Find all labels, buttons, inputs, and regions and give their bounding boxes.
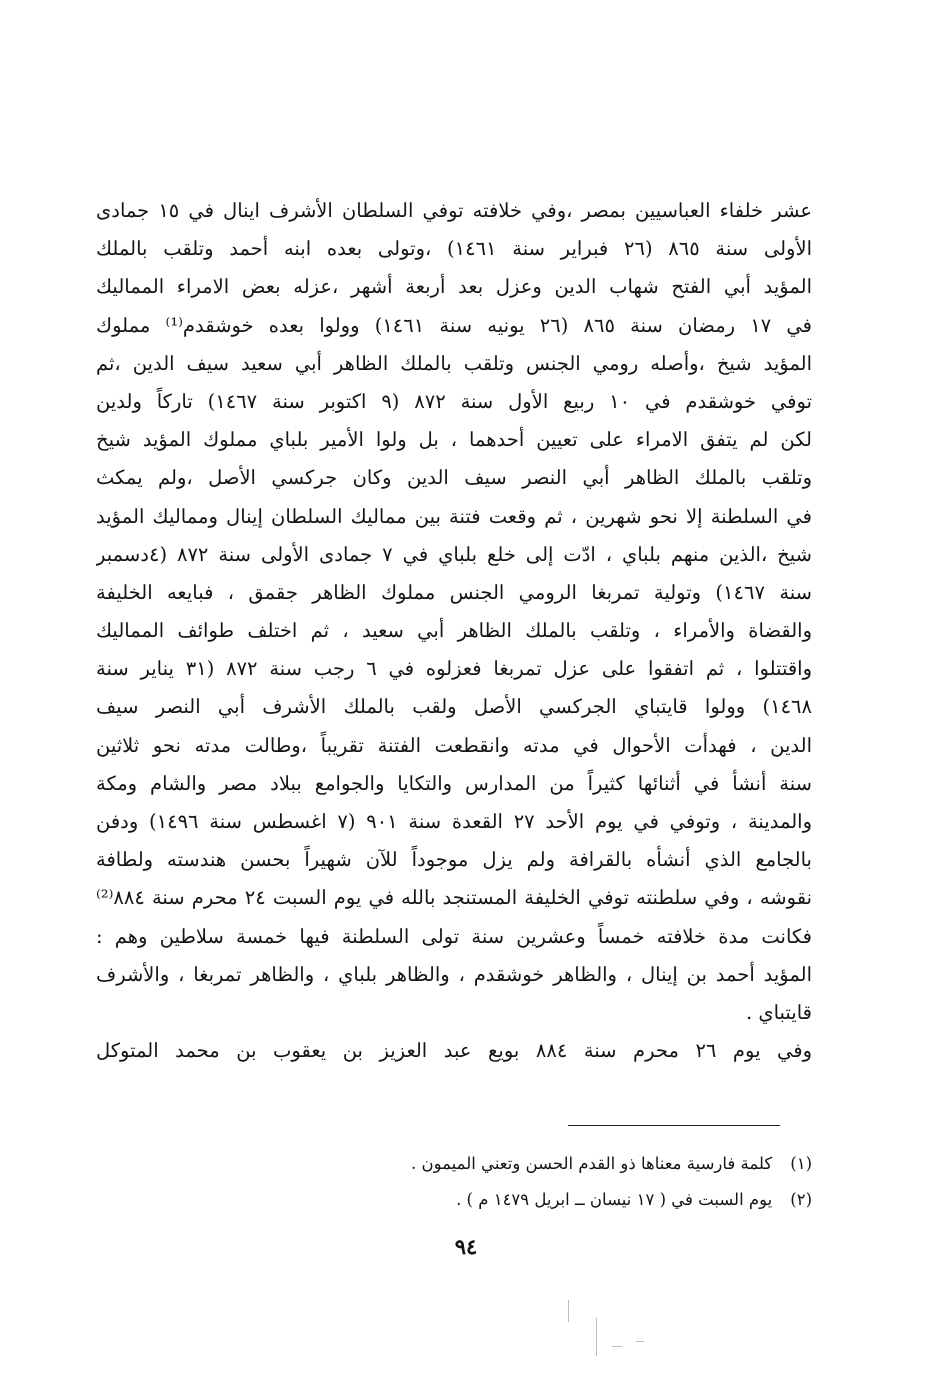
- scan-artifact: [612, 1346, 622, 1347]
- footnote-item: [250, 1146, 812, 1182]
- footnote-item: [250, 1182, 812, 1218]
- scan-artifact: [636, 1341, 644, 1342]
- text-line: وفي يوم ٢٦ محرم سنة ٨٨٤ بويع عبد العزيز بن يعقوب بن محمد المتوكل: [96, 1039, 812, 1063]
- text-line: شيخ ،الذين منهم بلباي ، ادّت إلى خلع بلباي في ٧ جمادى الأولى سنة ٨٧٢ (٤دسمبر: [96, 542, 812, 566]
- text-line: نقوشه ، وفي سلطنته توفي الخليفة المستنجد بالله في يوم السبت ٢٤ محرم سنة ٨٨٤⁽²⁾: [96, 886, 812, 910]
- text-line: المؤيد شيخ ،وأصله رومي الجنس وتلقب بالملك الظاهر أبي سعيد سيف الدين ،ثم: [96, 351, 812, 375]
- text-line: بالجامع الذي أنشأه بالقرافة ولم يزل موجوداً للآن شهيراً بحسن هندسته ولطافة: [96, 848, 812, 872]
- footnote-divider: [568, 1125, 780, 1126]
- text-line: لكن لم يتفق الامراء على تعيين أحدهما ، بل ولوا الأمير بلباي مملوك المؤيد شيخ: [96, 428, 812, 452]
- text-line: والقضاة والأمراء ، وتلقب بالملك الظاهر أبي سعيد ، ثم اختلف طوائف المماليك: [96, 619, 812, 643]
- footnote-text: يوم السبت في ( ١٧ نيسان ــ ابريل ١٤٧٩ م ) .: [456, 1190, 773, 1209]
- text-line: الدين ، فهدأت الأحوال في مدته وانقطعت الفتنة تقريباً ،وطالت مدته نحو ثلاثين: [96, 733, 812, 757]
- text-line: وتلقب بالملك الظاهر أبي النصر سيف الدين وكان جركسي الأصل ،ولم يمكث: [96, 466, 812, 490]
- text-line: قايتباي .: [745, 1000, 812, 1024]
- text-line: ١٤٦٨) وولوا قايتباي الجركسي الأصل ولقب بالملك الأشرف أبي النصر سيف: [96, 695, 812, 719]
- page-number: ٩٤: [454, 1234, 478, 1259]
- text-line: سنة ١٤٦٧) وتولية تمربغا الرومي الجنس مملوك الظاهر جقمق ، فبايعه الخليفة: [96, 580, 812, 604]
- text-line: عشر خلفاء العباسيين بمصر ،وفي خلافته توفي السلطان الأشرف اينال في ١٥ جمادى: [96, 199, 812, 222]
- text-line: والمدينة ، وتوفي في يوم الأحد ٢٧ القعدة سنة ٩٠١ (٧ اغسطس سنة ١٤٩٦) ودفن: [96, 810, 812, 833]
- scan-artifact: [596, 1318, 597, 1356]
- text-line: في السلطنة إلا نحو شهرين ، ثم وقعت فتنة بين مماليك السلطان إينال ومماليك المؤيد: [96, 504, 812, 528]
- text-line: الأولى سنة ٨٦٥ (٢٦ فبراير سنة ١٤٦١) ،وتولى بعده ابنه أحمد وتلقب بالملك: [96, 237, 812, 261]
- footnote-text: كلمة فارسية معناها ذو القدم الحسن وتعني الميمون .: [411, 1154, 773, 1173]
- text-line: توفي خوشقدم في ١٠ ربيع الأول سنة ٨٧٢ (٩ اكتوبر سنة ١٤٦٧) تاركاً ولدين: [96, 389, 812, 413]
- text-line: سنة أنشأ في أثنائها كثيراً من المدارس والتكايا والجوامع ببلاد مصر والشام ومكة: [96, 771, 812, 795]
- text-line: المؤيد أحمد بن إينال ، والظاهر خوشقدم ، والظاهر بلباي ، والظاهر تمربغا ، والأشرف: [96, 962, 812, 986]
- footnote-number: (١): [790, 1154, 812, 1173]
- text-line: واقتتلوا ، ثم اتفقوا على عزل تمربغا فعزلوه في ٦ رجب سنة ٨٧٢ (٣١ يناير سنة: [96, 657, 812, 681]
- footnote-number: (٢): [790, 1190, 812, 1209]
- text-line: المؤيد أبي الفتح شهاب الدين وعزل بعد أربعة أشهر ،عزله بعض الامراء المماليك: [96, 275, 812, 299]
- body-text: [96, 192, 812, 1070]
- text-line: فكانت مدة خلافته خمساً وعشرين سنة تولى السلطنة فيها خمسة سلاطين وهم :: [96, 924, 812, 948]
- text-line: في ١٧ رمضان سنة ٨٦٥ (٢٦ يونيه سنة ١٤٦١) وولوا بعده خوشقدم⁽¹⁾ مملوك: [96, 313, 812, 337]
- footnotes: [250, 1146, 812, 1218]
- scan-artifact: [568, 1300, 569, 1322]
